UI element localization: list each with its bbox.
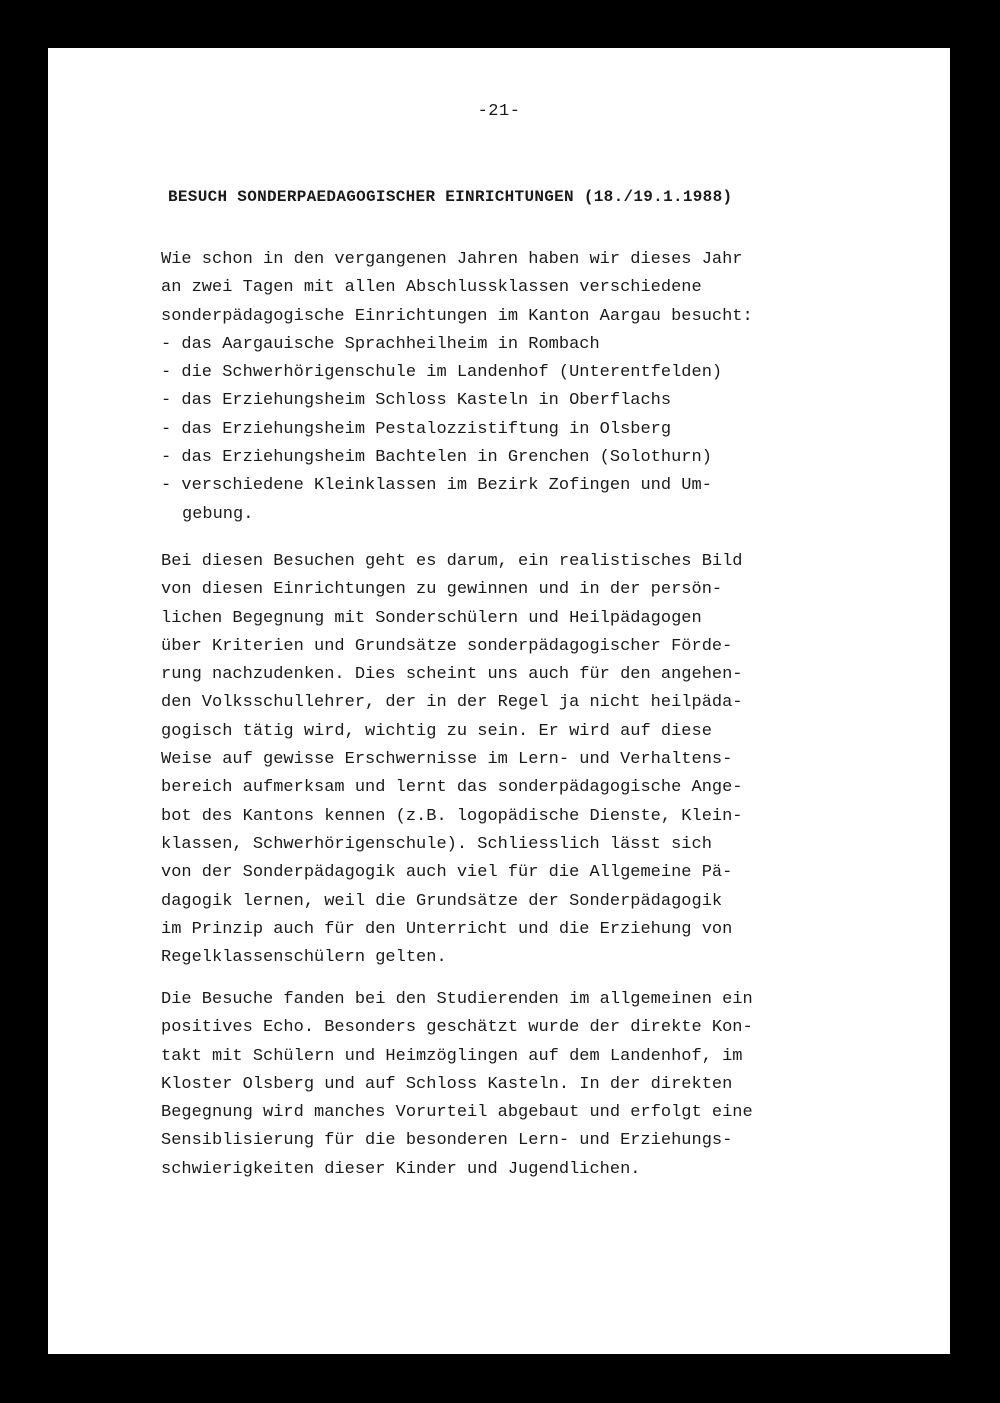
text-line: Wie schon in den vergangenen Jahren haben wir dieses Jahr [161,250,743,269]
list-item [161,359,753,387]
list-item-continuation: gebung. [182,504,254,524]
text-line: Sensiblisierung für die besonderen Lern- und Erziehungs- [161,1131,733,1151]
section-heading: BESUCH SONDERPAEDAGOGISCHER EINRICHTUNGEN (18./19.1.1988) [168,188,733,206]
list-item-text: - das Erziehungsheim Schloss Kasteln in Oberflachs [161,391,672,411]
list-item [161,472,753,529]
list-item-text: - das Aargauische Sprachheilheim in Rombach [161,334,600,354]
list-item [161,444,753,472]
body-paragraph-2 [161,548,743,972]
text-line: von der Sonderpädagogik auch viel für die Allgemeine Pä- [161,863,733,883]
text-line: Bei diesen Besuchen geht es darum, ein realistisches Bild [161,552,743,571]
text-line: Begegnung wird manches Vorurteil abgebaut und erfolgt eine [161,1103,753,1123]
text-line: Kloster Olsberg und auf Schloss Kasteln. In der direkten [161,1074,733,1094]
text-line: Die Besuche fanden bei den Studierenden im allgemeinen ein [161,990,753,1009]
list-item-text: - die Schwerhörigenschule im Landenhof (Unterentfelden) [161,363,723,383]
text-line: über Kriterien und Grundsätze sonderpädagogischer Förde- [161,636,733,656]
list-item [161,387,753,415]
text-line: Regelklassenschülern gelten. [161,948,447,968]
text-line: an zwei Tagen mit allen Abschlussklassen verschiedene [161,278,702,298]
text-line: von diesen Einrichtungen zu gewinnen und in der persön- [161,580,723,600]
text-line: rung nachzudenken. Dies scheint uns auch für den angehen- [161,665,743,685]
list-item-text: - das Erziehungsheim Bachtelen in Grenchen (Solothurn) [161,448,712,468]
list-item-text: - verschiedene Kleinklassen im Bezirk Zofingen und Um- [161,476,712,496]
page-number: -21- [477,102,521,121]
document-page [48,48,950,1354]
body-paragraph-3 [161,986,753,1184]
text-line: klassen, Schwerhörigenschule). Schliesslich lässt sich [161,834,712,854]
text-line: Weise auf gewisse Erschwernisse im Lern- und Verhaltens- [161,750,733,770]
text-line: im Prinzip auch für den Unterricht und die Erziehung von [161,919,733,939]
institution-list [161,331,753,529]
list-item [161,416,753,444]
text-line: gogisch tätig wird, wichtig zu sein. Er wird auf diese [161,721,712,741]
list-item [161,331,753,359]
intro-paragraph [161,246,753,529]
text-line: dagogik lernen, weil die Grundsätze der Sonderpädagogik [161,891,723,911]
text-line: lichen Begegnung mit Sonderschülern und Heilpädagogen [161,608,702,628]
text-line: takt mit Schülern und Heimzöglingen auf dem Landenhof, im [161,1046,743,1066]
list-item-text: - das Erziehungsheim Pestalozzistiftung in Olsberg [161,419,672,439]
text-line: sonderpädagogische Einrichtungen im Kanton Aargau besucht: [161,306,753,326]
text-line: den Volksschullehrer, der in der Regel ja nicht heilpäda- [161,693,743,713]
text-line: schwierigkeiten dieser Kinder und Jugendlichen. [161,1159,641,1179]
text-line: bot des Kantons kennen (z.B. logopädische Dienste, Klein- [161,806,743,826]
text-line: bereich aufmerksam und lernt das sonderpädagogische Ange- [161,778,743,798]
text-line: positives Echo. Besonders geschätzt wurde der direkte Kon- [161,1018,753,1038]
